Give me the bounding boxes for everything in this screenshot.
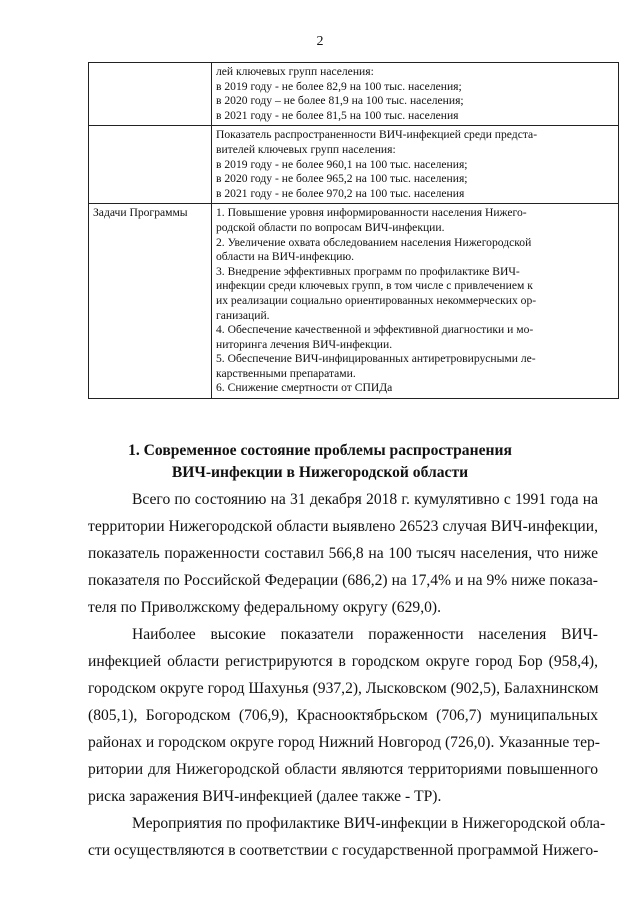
section-title-line-2: ВИЧ-инфекции в Нижегородской области <box>171 464 469 481</box>
table-cell-line: в 2021 году - не более 970,2 на 100 тыс. населения <box>216 186 465 200</box>
table-cell-line: 5. Обеспечение ВИЧ-инфицированных антиретровирусными ле- <box>216 352 536 366</box>
table-cell-line: 2. Увеличение охвата обследованием населения Нижегородской <box>216 235 532 249</box>
table-cell-line: в 2020 году - не более 965,2 на 100 тыс. населения; <box>216 172 468 186</box>
paragraph-line: ритории для Нижегородской области являются территориями повышенного <box>88 761 598 778</box>
program-passport-table <box>88 62 619 399</box>
paragraph-line: теля по Приволжскому федеральному округу (629,0). <box>88 599 441 616</box>
table-cell-line: инфекции среди ключевых групп, в том числе с привлечением к <box>216 279 533 293</box>
paragraph-line: инфекцией области регистрируются в городском округе город Бор (958,4), <box>88 653 598 670</box>
table-cell-line: карственными препаратами. <box>216 366 356 380</box>
table-cell-line: их реализации социально ориентированных некоммерческих ор- <box>216 293 537 307</box>
paragraph <box>88 810 606 864</box>
table-row <box>89 63 619 126</box>
body-text <box>88 486 606 864</box>
paragraph-line: риска заражения ВИЧ-инфекцией (далее также - ТР). <box>88 788 442 805</box>
table-value-cell <box>212 204 619 399</box>
table-cell-line: ганизаций. <box>216 308 270 322</box>
paragraph-line: Наиболее высокие показатели пораженности населения ВИЧ- <box>132 626 598 643</box>
page-number: 2 <box>316 34 324 49</box>
paragraph-line: городском округе город Шахунья (937,2), Лысковском (902,5), Балахнинском <box>88 680 599 697</box>
table-cell-line: в 2019 году - не более 82,9 на 100 тыс. населения; <box>216 79 462 93</box>
paragraph-line: территории Нижегородской области выявлено 26523 случая ВИЧ-инфекции, <box>88 518 598 535</box>
paragraph <box>88 486 598 621</box>
paragraph-line: Мероприятия по профилактике ВИЧ-инфекции в Нижегородской обла- <box>132 815 606 832</box>
table-label-cell <box>89 63 212 126</box>
table-label-cell: Задачи Программы <box>89 204 212 399</box>
table-cell-line: 4. Обеспечение качественной и эффективной диагностики и мо- <box>216 323 534 337</box>
paragraph-line: Всего по состоянию на 31 декабря 2018 г. кумулятивно с 1991 года на <box>132 491 598 508</box>
table-cell-line: 6. Снижение смертности от СПИДа <box>216 381 393 395</box>
section-title-line-1: 1. Современное состояние проблемы распространения <box>128 442 512 459</box>
table-cell-line: лей ключевых групп населения: <box>216 65 374 78</box>
table-cell-line: 3. Внедрение эффективных программ по профилактике ВИЧ- <box>216 264 520 278</box>
table-cell-line: в 2019 году - не более 960,1 на 100 тыс. населения; <box>216 157 468 171</box>
paragraph-line: показателя по Российской Федерации (686,2) на 17,4% и на 9% ниже показа- <box>88 572 598 589</box>
table-label-cell <box>89 126 212 204</box>
table-cell-line: ниторинга лечения ВИЧ-инфекции. <box>216 337 393 351</box>
section-heading <box>0 440 640 484</box>
table-value-cell <box>212 63 619 126</box>
table-cell-line: Показатель распространенности ВИЧ-инфекцией среди предста- <box>216 128 538 142</box>
paragraph-line: сти осуществляются в соответствии с государственной программой Нижего- <box>88 842 599 859</box>
table-value-cell <box>212 126 619 204</box>
paragraph-line: (805,1), Богородском (706,9), Краснооктябрьском (706,7) муниципальных <box>88 707 598 724</box>
paragraph <box>88 621 598 810</box>
table-row <box>89 126 619 204</box>
table-cell-line: в 2020 году – не более 81,9 на 100 тыс. населения; <box>216 94 464 108</box>
paragraph-line: показатель пораженности составил 566,8 на 100 тысяч населения, что ниже <box>88 545 598 562</box>
table-row <box>89 204 619 399</box>
table-cell-line: вителей ключевых групп населения: <box>216 142 396 156</box>
table-cell-line: 1. Повышение уровня информированности населения Нижего- <box>216 206 527 220</box>
table-cell-line: родской области по вопросам ВИЧ-инфекции. <box>216 220 445 234</box>
table-cell-line: в 2021 году - не более 81,5 на 100 тыс. населения <box>216 108 459 122</box>
table-cell-line: области на ВИЧ-инфекцию. <box>216 250 355 264</box>
paragraph-line: районах и городском округе город Нижний Новгород (726,0). Указанные тер- <box>88 734 600 751</box>
